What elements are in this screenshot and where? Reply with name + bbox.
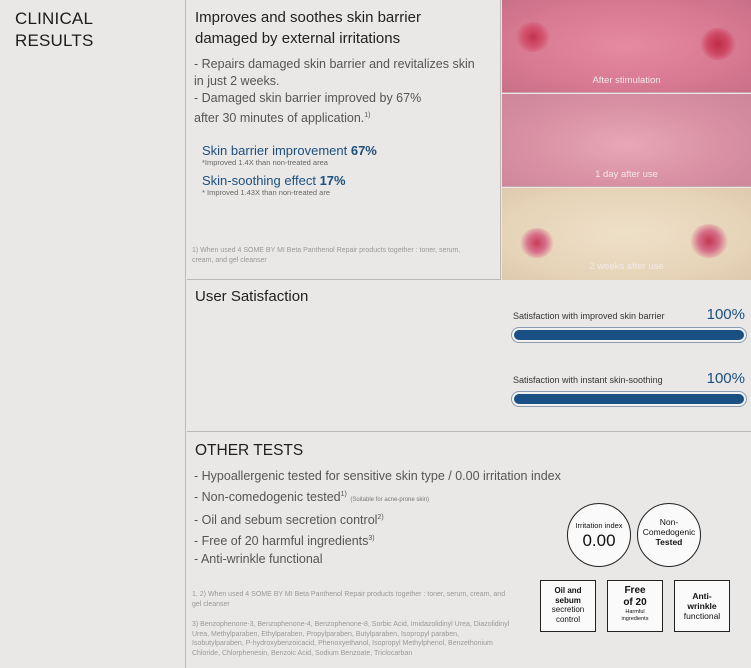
satisfaction-bar-fill [514,330,744,340]
clinical-results-title: CLINICAL RESULTS [15,9,94,50]
stat-note: * Improved 1.43X than non-treated are [202,188,330,197]
clinical-footnote: 1) When used 4 SOME BY MI Beta Panthenol Repair products together : toner, serum, cream, and gel cleanser [192,247,461,264]
non-comedogenic-badge: Non- Comedogenic Tested [637,503,701,567]
photo-2-weeks [502,188,751,280]
stat-skin-barrier: Skin barrier improvement 67% *Improved 1.4X than non-treated area [202,143,377,167]
list-item: - Free of 20 harmful ingredients$^{3)}$ [194,533,375,548]
oil-sebum-badge: Oil and sebum secretion control [540,580,596,632]
photo-caption: 2 weeks after use [589,261,664,272]
stat-value: 67% [350,143,377,158]
satisfaction-item [511,305,747,345]
satisfaction-label: Satisfaction with improved skin barrier [513,311,665,321]
photo-caption: After stimulation [592,75,661,86]
satisfaction-bar-fill [514,394,744,404]
satisfaction-bar [511,391,747,407]
photo-caption: 1 day after use [595,169,658,180]
stat-skin-soothing: Skin-soothing effect 17% * Improved 1.43X than non-treated are [202,173,346,197]
satisfaction-percent: 100% [706,370,745,387]
satisfaction-section [187,281,751,432]
photo-after-stimulation [502,0,751,93]
satisfaction-bar [511,327,747,343]
other-footnote-1: 1, 2) When used 4 SOME BY MI Beta Panthenol Repair products together : toner, serum, cream, and gel cleanser [192,591,506,608]
photo-1-day [502,94,751,187]
list-item: - Non-comedogenic tested$^{1)}$ (Suitable for acne-prone skin) [194,489,430,504]
stat-value: 17% [319,173,346,188]
other-tests-heading: OTHER TESTS [195,442,304,459]
anti-wrinkle-badge: Anti- wrinkle functional [674,580,730,632]
satisfaction-item [511,369,747,409]
clinical-bullet: - Damaged skin barrier improved by 67% after 30 minutes of application.$^{1)}$ [194,91,422,126]
satisfaction-label: Satisfaction with instant skin-soothing [513,375,663,385]
satisfaction-heading: User Satisfaction [195,288,309,305]
free-of-20-badge: Free of 20 Harmful ingredients [607,580,663,632]
clinical-section [187,0,501,280]
stat-note: *Improved 1.4X than non-treated area [202,158,328,167]
list-item: - Anti-wrinkle functional [194,552,323,567]
clinical-bullets [194,56,475,127]
list-item: - Hypoallergenic tested for sensitive skin type / 0.00 irritation index [194,469,561,483]
clinical-bullet: - Repairs damaged skin barrier and revitalizes skin in just 2 weeks. [194,57,475,88]
other-tests-list [194,467,561,569]
left-column [0,0,186,668]
irritation-index-badge: Irritation index 0.00 [567,503,631,567]
satisfaction-percent: 100% [706,306,745,323]
other-footnote-2: 3) Benzophenone-3, Benzophenone-4, Benzophenone-8, Sorbic Acid, Imidazolidinyl Urea, Diazolidinyl Urea, Methylparaben, Ethylparaben, Propylparaben, Butylparaben, Isopropyl paraben, Isobutylparaben, P-hydroxybenzoicacid, Phenoxyethanol, Isopropyl Methylphenol, Benzethonium Chloride, Chlorphenesin, Benzoic Acid, Sodium Benzoate, Triclocarban [192,621,510,657]
list-item: - Oil and sebum secretion control$^{2)}$ [194,513,384,528]
clinical-heading: Improves and soothes skin barrier damaged by external irritations [195,9,421,47]
other-tests-section [187,433,751,668]
